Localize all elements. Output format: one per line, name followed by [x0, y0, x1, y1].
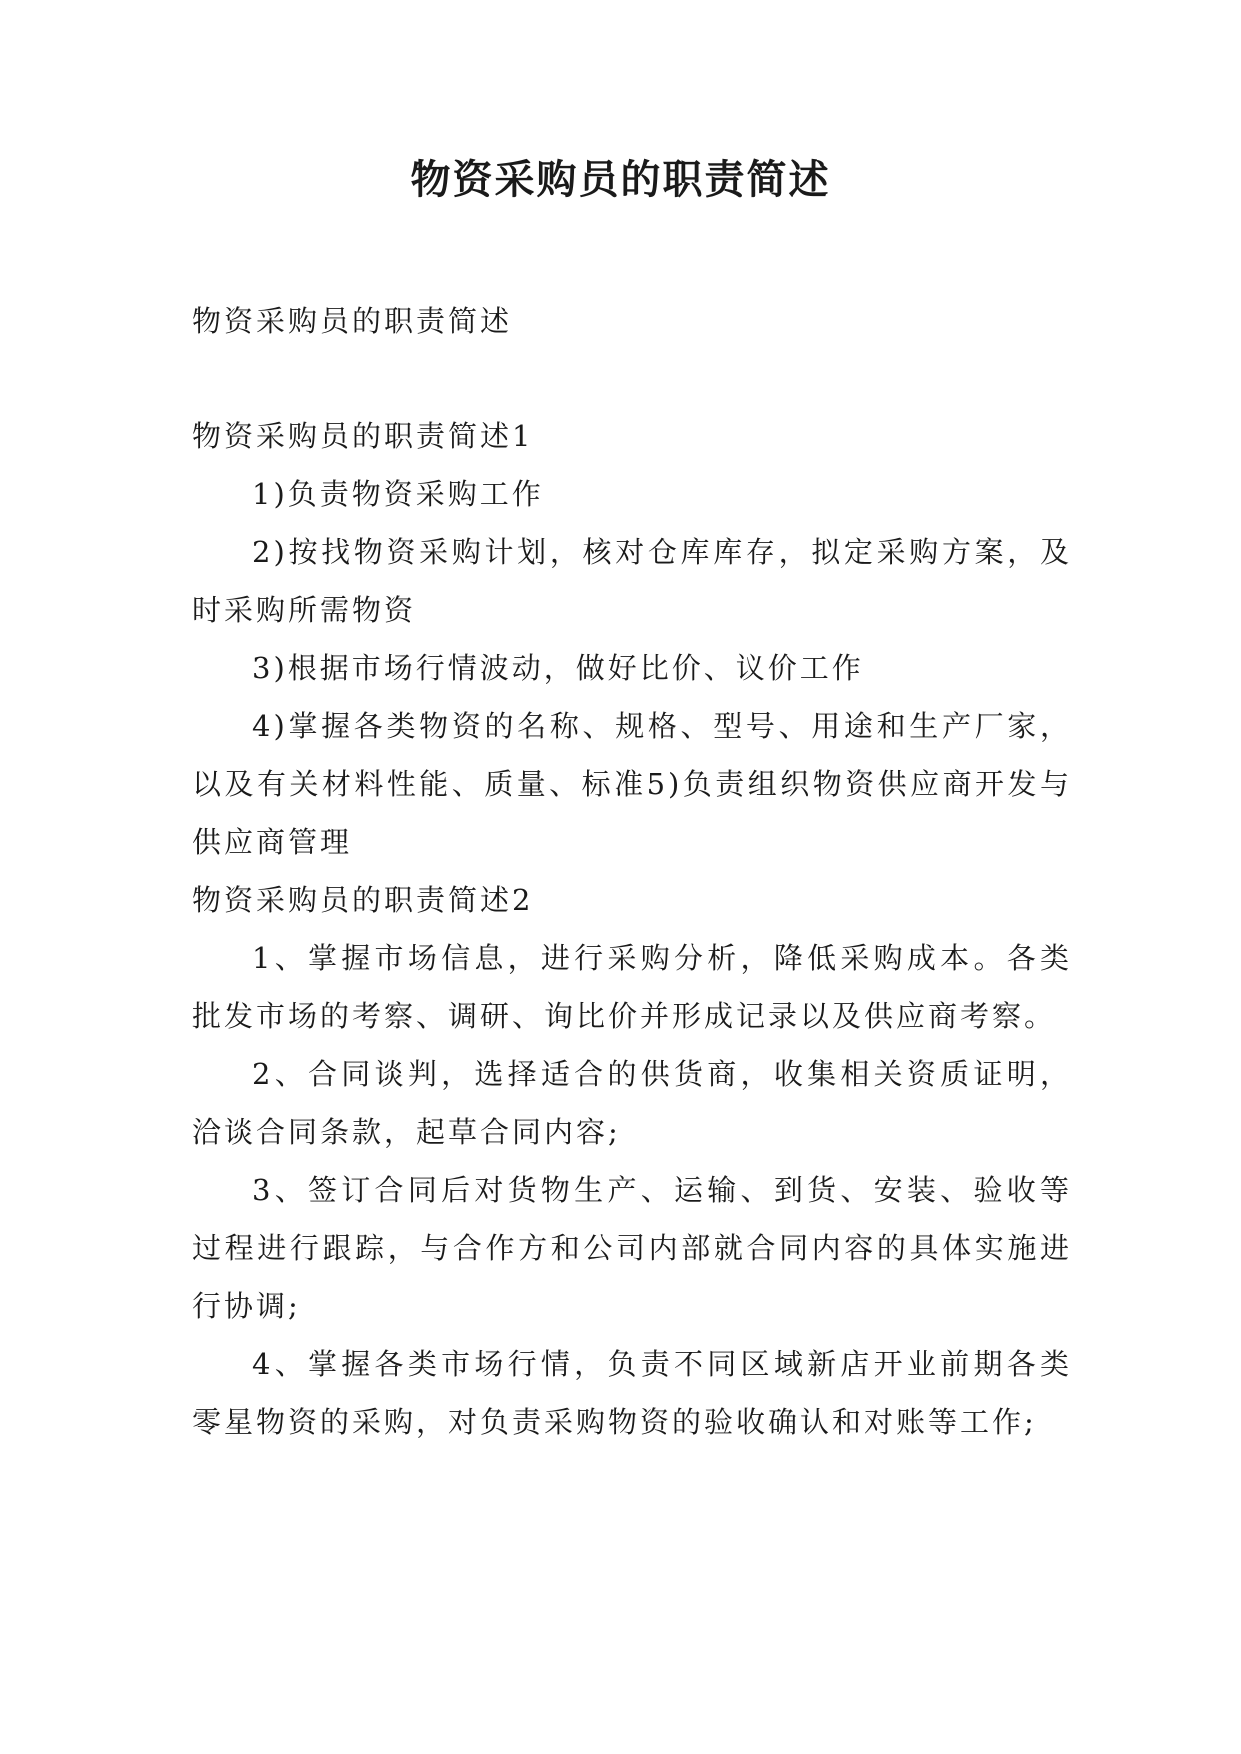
document-body	[192, 292, 1072, 1451]
section-2-item: 3、签订合同后对货物生产、运输、到货、安装、验收等过程进行跟踪，与合作方和公司内部就合同内容的具体实施进行协调;	[192, 1173, 1072, 1323]
section-2-item: 1、掌握市场信息，进行采购分析，降低采购成本。各类批发市场的考察、调研、询比价并形成记录以及供应商考察。	[192, 941, 1072, 1033]
section-2-item: 4、掌握各类市场行情，负责不同区域新店开业前期各类零星物资的采购，对负责采购物资的验收确认和对账等工作;	[192, 1347, 1072, 1439]
section-2-item: 2、合同谈判，选择适合的供货商，收集相关资质证明，洽谈合同条款，起草合同内容;	[192, 1057, 1072, 1149]
section-1-item: 3)根据市场行情波动，做好比价、议价工作	[252, 651, 864, 685]
document-subtitle: 物资采购员的职责简述	[192, 304, 513, 338]
section-1-item: 4)掌握各类物资的名称、规格、型号、用途和生产厂家，以及有关材料性能、质量、标准5)负责组织物资供应商开发与供应商管理	[192, 709, 1072, 859]
document-title: 物资采购员的职责简述	[410, 156, 831, 203]
section-1-item: 1)负责物资采购工作	[252, 477, 544, 511]
section-1-item: 2)按找物资采购计划，核对仓库库存，拟定采购方案，及时采购所需物资	[192, 535, 1072, 627]
section-2-heading: 物资采购员的职责简述2	[192, 883, 534, 917]
section-1-heading: 物资采购员的职责简述1	[192, 419, 534, 453]
